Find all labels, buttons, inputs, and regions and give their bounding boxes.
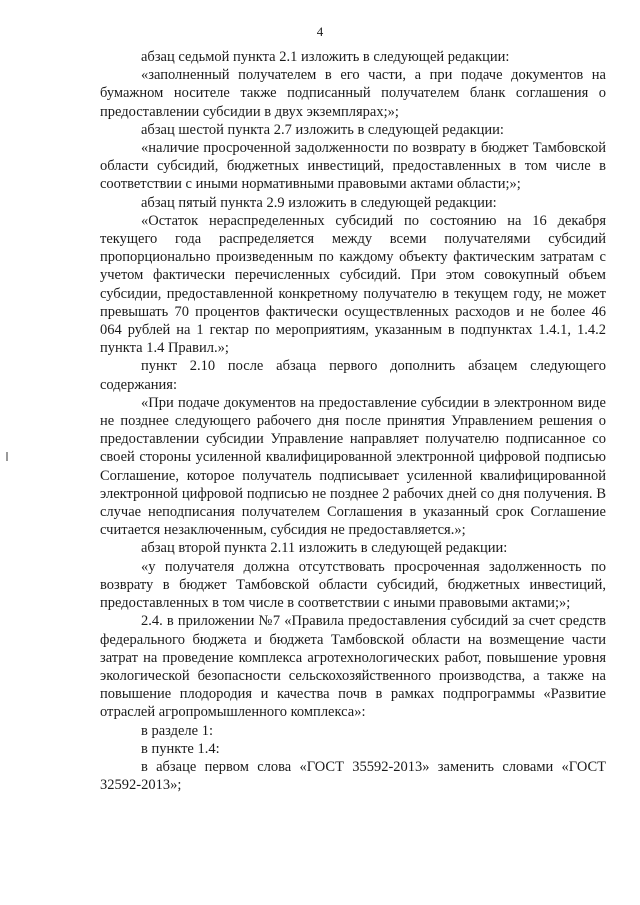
margin-mark <box>6 452 8 461</box>
paragraph: абзац шестой пункта 2.7 изложить в следующей редакции: <box>141 121 504 138</box>
paragraph: «заполненный получателем в его части, а при подаче документов на бумажном носителе также подписанный получателем бланк соглашения о предоставлении субсидии в двух экземплярах;»; <box>100 67 606 120</box>
paragraph: «При подаче документов на предоставление субсидии в электронном виде не позднее следующего рабочего дня после принятия Управлением решения о предоставлении субсидии Управление направляет получателю подписанное со своей стороны усиленной квалифицированной электронной цифровой подписью Соглашение, которое получатель подписывает усиленной квалифицированной электронной цифровой подписью не позднее 2 рабочих дней со дня получения. В случае неподписания получателем Соглашения в указанный срок Соглашение считается незаключенным, субсидия не предоставляется.»; <box>100 394 606 539</box>
page-number: 4 <box>316 24 324 39</box>
paragraph: абзац второй пункта 2.11 изложить в следующей редакции: <box>141 540 508 557</box>
paragraph: «у получателя должна отсутствовать просроченная задолженность по возврату в бюджет Тамбовской области субсидий, бюджетных инвестиций, предоставленных в том числе в соответствии с иными правовыми актами;»; <box>100 558 606 612</box>
document-body <box>100 48 606 794</box>
paragraph: «наличие просроченной задолженности по возврату в бюджет Тамбовской области субсидий, бюджетных инвестиций, предоставленных в том числе в соответствии с иными нормативными правовыми актами области;»; <box>100 140 606 193</box>
paragraph: абзац седьмой пункта 2.1 изложить в следующей редакции: <box>141 49 510 65</box>
paragraph: в пункте 1.4: <box>141 740 220 757</box>
paragraph: 2.4. в приложении №7 «Правила предоставления субсидий за счет средств федерального бюджета и бюджета Тамбовской области на возмещение части затрат на проведение комплекса агротехнологических работ, повышение уровня экологической безопасности сельскохозяйственного производства, а также на повышение плодородия и качества почв в рамках подпрограммы «Развитие отраслей агропромышленного комплекса»: <box>100 613 606 721</box>
paragraph: «Остаток нераспределенных субсидий по состоянию на 16 декабря текущего года распределяется между всеми получателями субсидий пропорционально произведенным по каждому объекту фактическим затратам с учетом фактически перечисленных субсидий. При этом совокупный объем субсидии, предоставленной конкретному получателю в текущем году, не может превышать 70 процентов фактически осуществленных расходов и не более 46 064 рублей на 1 гектар по мероприятиям, указанным в подпунктах 1.4.1, 1.4.2 пункта 1.4 Правил.»; <box>100 212 606 357</box>
paragraph: пункт 2.10 после абзаца первого дополнить абзацем следующего содержания: <box>100 358 606 393</box>
paragraph: в разделе 1: <box>141 722 214 739</box>
paragraph: абзац пятый пункта 2.9 изложить в следующей редакции: <box>141 194 497 211</box>
paragraph: в абзаце первом слова «ГОСТ 35592-2013» заменить словами «ГОСТ 32592-2013»; <box>100 758 606 794</box>
